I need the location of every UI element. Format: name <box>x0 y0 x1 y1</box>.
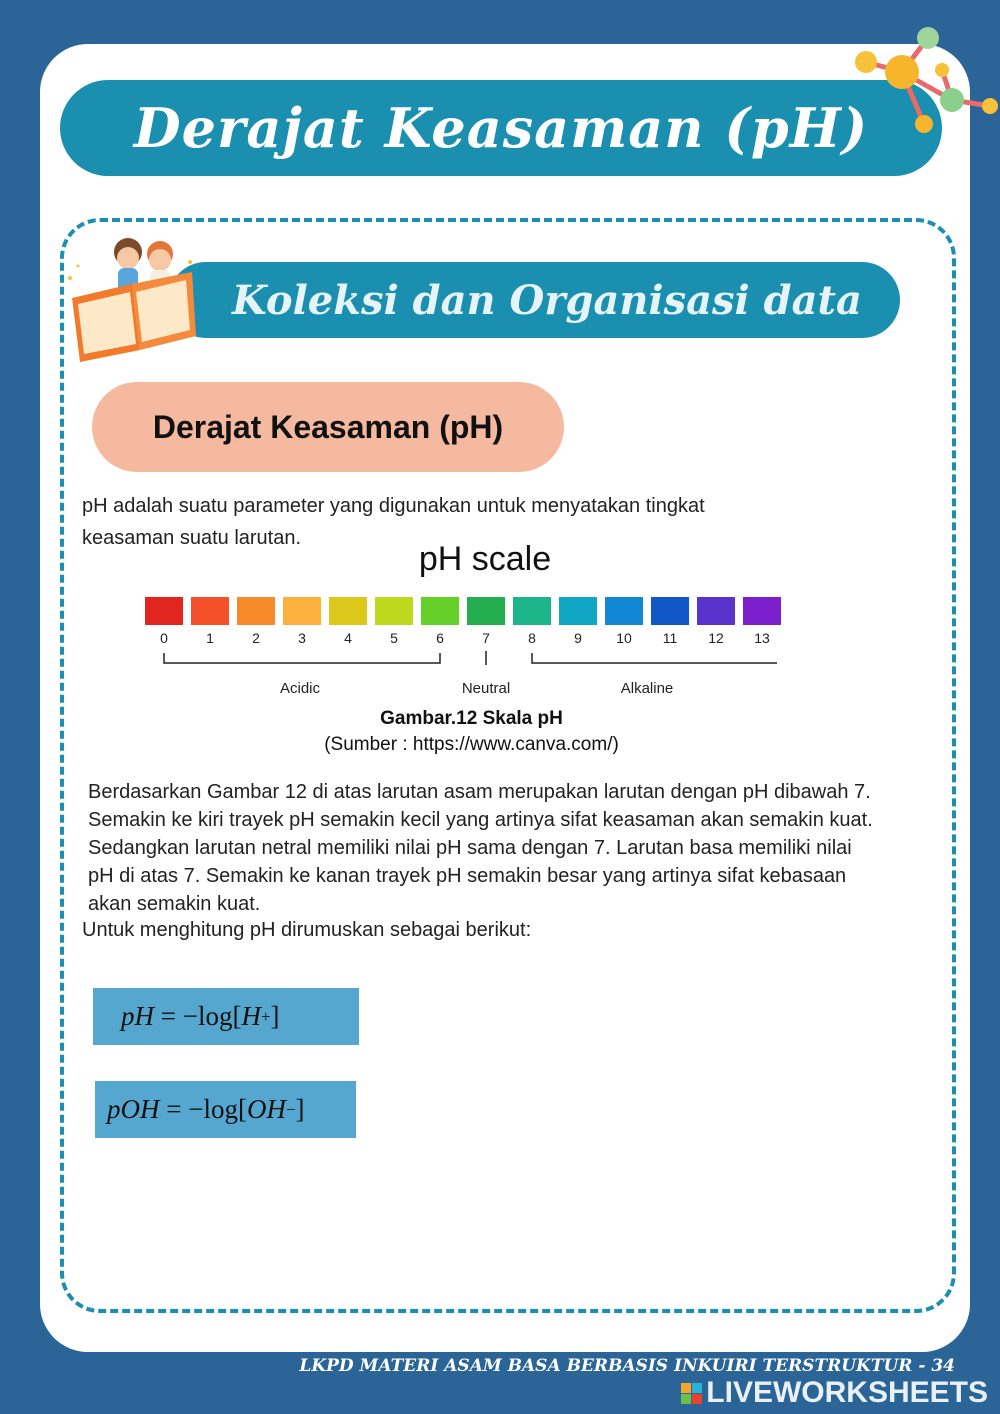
kids-reading-book-icon <box>62 232 202 362</box>
ph-group-bracket-acidic <box>164 653 440 663</box>
ph-swatch-13 <box>743 597 781 625</box>
ph-swatch-5 <box>375 597 413 625</box>
ph-tick-label-11: 11 <box>662 630 678 646</box>
formula-intro: Untuk menghitung pH dirumuskan sebagai berikut: <box>82 919 532 941</box>
figure-caption-title: Gambar.12 Skala pH <box>380 708 563 729</box>
ph-tick-label-2: 2 <box>252 630 260 646</box>
ph-swatch-9 <box>559 597 597 625</box>
ph-tick-label-6: 6 <box>436 630 444 646</box>
ph-swatch-4 <box>329 597 367 625</box>
formula-bracket: ] <box>295 1094 305 1124</box>
body-line: Sedangkan larutan netral memiliki nilai pH sama dengan 7. Larutan basa memiliki nilai <box>88 837 852 859</box>
intro-line: keasaman suatu larutan. <box>82 527 302 549</box>
molecule-icon <box>840 20 1000 140</box>
formula-bracket: ] <box>270 1001 280 1031</box>
section-banner <box>168 262 900 338</box>
liveworksheets-watermark <box>681 1376 988 1410</box>
page-footer: LKPD MATERI ASAM BASA BERBASIS INKUIRI TERSTRUKTUR - 34 <box>299 1356 955 1376</box>
ph-swatch-12 <box>697 597 735 625</box>
watermark-text: LIVEWORKSHEETS <box>706 1376 988 1409</box>
ph-tick-label-3: 3 <box>298 630 306 646</box>
ph-swatch-1 <box>191 597 229 625</box>
subsection-heading <box>92 382 564 472</box>
body-line: Semakin ke kiri trayek pH semakin kecil yang artinya sifat keasaman akan semakin kuat. <box>88 809 873 831</box>
intro-line: pH adalah suatu parameter yang digunakan untuk menyatakan tingkat <box>82 495 705 517</box>
ph-scale-figure <box>130 540 810 710</box>
liveworksheets-logo-icon <box>681 1383 702 1404</box>
ph-swatch-2 <box>237 597 275 625</box>
ph-tick-label-10: 10 <box>616 630 632 646</box>
formula-operator: = −log[ <box>154 1001 242 1031</box>
poh-formula <box>95 1081 356 1138</box>
formula-operator: = −log[ <box>159 1094 247 1124</box>
formula-ion: OH <box>246 1094 286 1124</box>
ph-tick-label-8: 8 <box>528 630 536 646</box>
body-line: akan semakin kuat. <box>88 893 261 915</box>
formula-charge: − <box>285 1099 296 1119</box>
ph-scale-chart <box>130 540 810 710</box>
ph-swatch-7 <box>467 597 505 625</box>
ph-swatch-11 <box>651 597 689 625</box>
ph-group-label-neutral: Neutral <box>461 680 511 697</box>
subsection-title: Derajat Keasaman (pH) <box>152 408 504 445</box>
explanation-paragraph <box>88 778 928 918</box>
ph-group-bracket-alkaline <box>532 653 777 663</box>
formula-ion: H <box>241 1001 261 1031</box>
ph-tick-label-9: 9 <box>574 630 582 646</box>
page-title-banner <box>60 80 942 176</box>
ph-tick-label-13: 13 <box>754 630 770 646</box>
ph-swatch-8 <box>513 597 551 625</box>
ph-group-label-acidic: Acidic <box>279 680 321 697</box>
formula-lhs: pOH <box>107 1094 160 1124</box>
formula-charge: + <box>260 1006 271 1026</box>
ph-swatch-3 <box>283 597 321 625</box>
ph-tick-label-7: 7 <box>482 630 490 646</box>
ph-tick-label-12: 12 <box>708 630 724 646</box>
ph-swatch-6 <box>421 597 459 625</box>
ph-tick-label-5: 5 <box>390 630 398 646</box>
ph-formula <box>93 988 359 1045</box>
body-line: pH di atas 7. Semakin ke kanan trayek pH semakin besar yang artinya sifat kebasaan <box>88 865 847 887</box>
ph-scale-title: pH scale <box>418 540 552 578</box>
ph-swatch-0 <box>145 597 183 625</box>
section-title: Koleksi dan Organisasi data <box>232 276 862 324</box>
ph-group-label-alkaline: Alkaline <box>620 680 674 697</box>
figure-caption-source: (Sumber : https://www.canva.com/) <box>324 734 619 755</box>
body-line: Berdasarkan Gambar 12 di atas larutan asam merupakan larutan dengan pH dibawah 7. <box>88 781 871 803</box>
ph-swatch-10 <box>605 597 643 625</box>
page-title: Derajat Keasaman (pH) <box>133 96 869 160</box>
ph-tick-label-1: 1 <box>206 630 214 646</box>
formula-lhs: pH <box>121 1001 154 1031</box>
ph-tick-label-0: 0 <box>160 630 168 646</box>
figure-caption <box>0 706 943 758</box>
ph-tick-label-4: 4 <box>344 630 352 646</box>
